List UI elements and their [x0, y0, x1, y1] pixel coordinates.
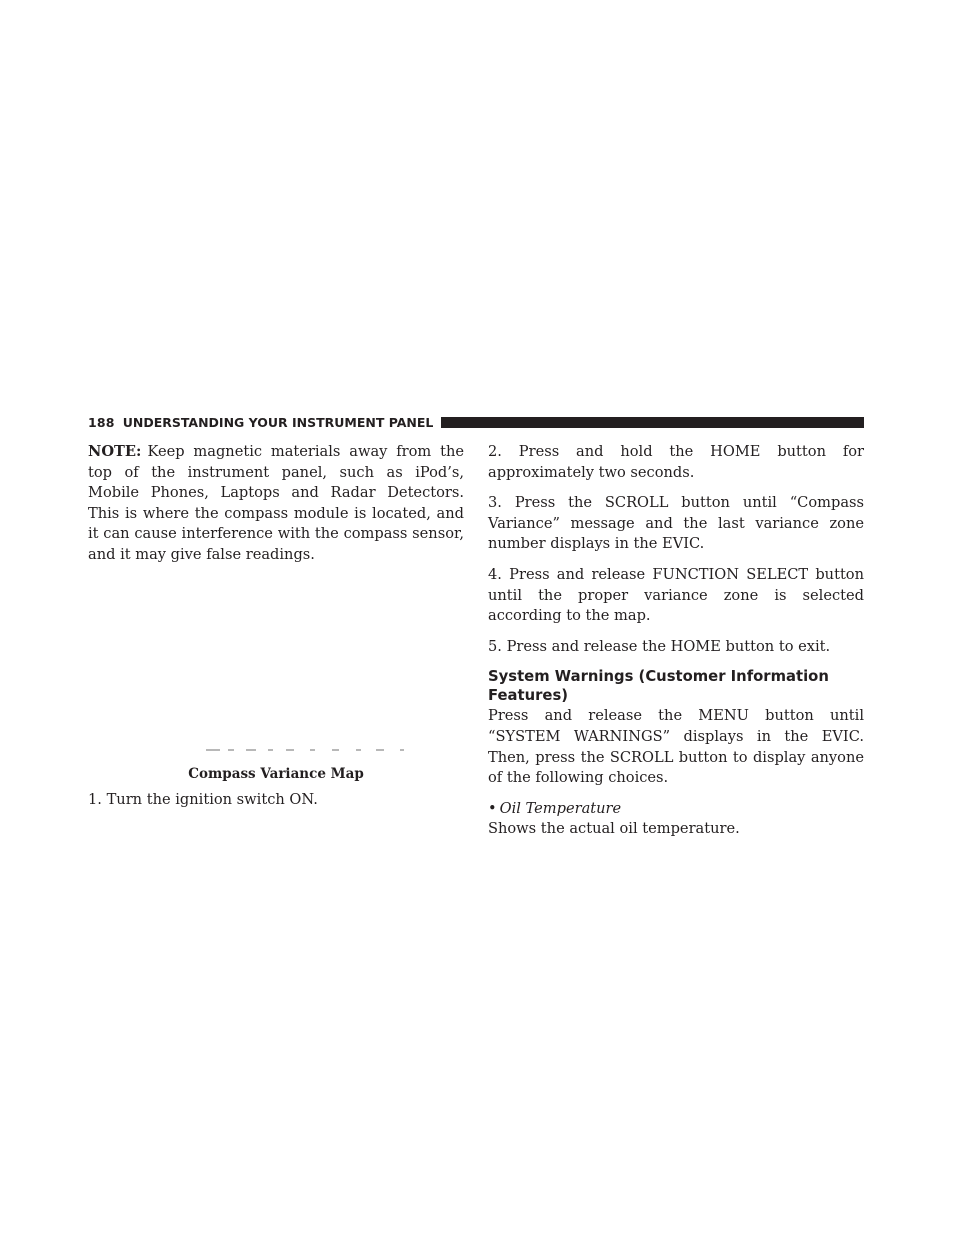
page-number: 188 [88, 414, 115, 430]
header-rule [441, 417, 864, 428]
right-column [488, 442, 864, 850]
compass-variance-map-figure [88, 560, 464, 760]
page-header [88, 414, 864, 430]
step-4: 4. Press and release FUNCTION SELECT button until the proper variance zone is selected according to the map. [488, 565, 864, 625]
note-label: NOTE: [88, 443, 142, 460]
figure-caption: Compass Variance Map [188, 766, 364, 782]
note-paragraph [88, 442, 464, 566]
left-column [88, 442, 464, 576]
bullet-item [488, 799, 864, 820]
note-text: Keep magnetic materials away from the top of the instrument panel, such as iPod’s, Mobile Phones, Laptops and Radar Detectors. This is where the compass module is located, and it can cause interference with the compass sensor, and it may give false readings. [88, 443, 464, 563]
bullet-description: Shows the actual oil temperature. [488, 820, 740, 838]
section-title: UNDERSTANDING YOUR INSTRUMENT PANEL [122, 414, 434, 430]
step-1: 1. Turn the ignition switch ON. [88, 791, 318, 808]
bullet-text: Oil Temperature [499, 799, 622, 817]
step-2: 2. Press and hold the HOME button for approximately two seconds. [488, 443, 864, 481]
step-3: 3. Press the SCROLL button until “Compass Variance” message and the last variance zone number displays in the EVIC. [488, 494, 864, 553]
system-warnings-paragraph: Press and release the MENU button until “SYSTEM WARNINGS” displays in the EVIC. Then, press the SCROLL button to display anyone of the following choices. [488, 707, 864, 787]
figure-remnant [206, 749, 406, 753]
bullet-icon: • [488, 799, 497, 817]
section-heading: System Warnings (Customer Information Features) [488, 668, 829, 705]
step-5: 5. Press and release the HOME button to exit. [488, 637, 831, 655]
